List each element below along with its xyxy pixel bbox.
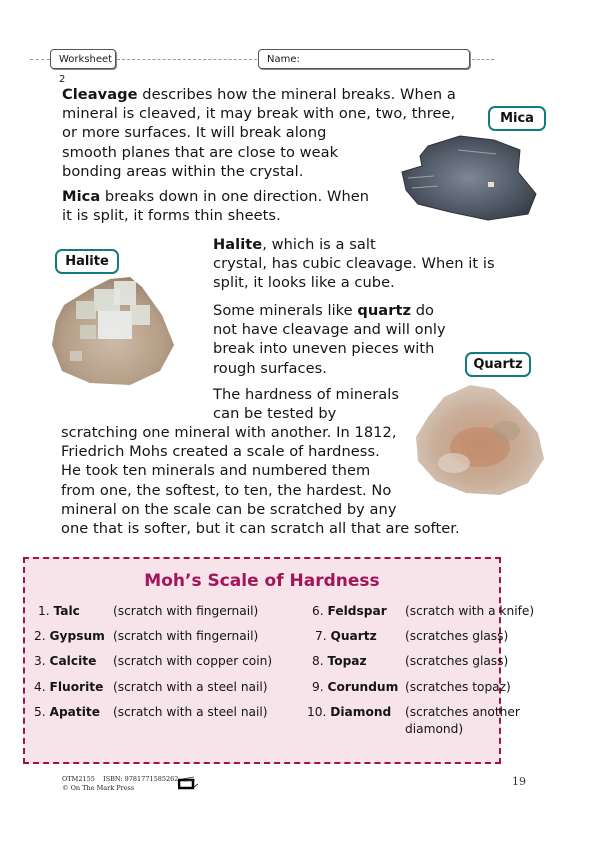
item-desc: (scratch with fingernail)	[113, 604, 259, 618]
item-desc: (scratches topaz)	[405, 680, 511, 694]
name-field[interactable]: Name:	[258, 49, 470, 69]
item-number: 2.	[34, 629, 46, 643]
item-number: 5.	[34, 705, 46, 719]
item-desc: (scratch with fingernail)	[113, 629, 259, 643]
item-name: Gypsum	[49, 629, 105, 643]
item-name: Diamond	[330, 705, 392, 719]
item-desc: (scratch with copper coin)	[113, 654, 273, 668]
item-desc: (scratches glass)	[405, 654, 509, 668]
text-line: bonding areas within the crystal.	[62, 162, 304, 180]
text-line: smooth planes that are close to weak	[62, 143, 339, 161]
text-line: scratching one mineral with another. In 1812,	[61, 424, 397, 441]
text-line: describes how the mineral breaks. When a	[137, 86, 456, 103]
item-number: 3.	[34, 654, 46, 668]
header-divider	[117, 59, 257, 60]
item-name: Apatite	[49, 705, 100, 719]
scale-item	[312, 653, 509, 669]
text-line: one that is softer, but it can scratch all that are softer.	[61, 520, 460, 538]
scale-item	[34, 704, 268, 720]
item-name: Talc	[53, 604, 80, 618]
term-quartz: quartz	[357, 302, 412, 319]
item-number: 9.	[312, 680, 324, 694]
scale-item	[34, 653, 273, 669]
item-name: Corundum	[327, 680, 399, 694]
isbn-text: OTM2155 ISBN: 9781771585262	[62, 775, 179, 783]
text-line: The hardness of minerals	[213, 386, 400, 403]
book-press-icon	[178, 775, 200, 789]
item-name: Topaz	[327, 654, 367, 668]
item-name: Feldspar	[327, 604, 387, 618]
hardness-scale-box	[23, 557, 535, 764]
hardness-paragraph	[61, 423, 460, 538]
quartz-paragraph	[213, 301, 446, 378]
item-name: Quartz	[330, 629, 377, 643]
scale-item	[315, 628, 509, 644]
term-mica: Mica	[62, 188, 101, 205]
item-name: Fluorite	[49, 680, 104, 694]
item-number: 8.	[312, 654, 324, 668]
publisher-text: © On The Mark Press	[62, 784, 135, 792]
quartz-label: Quartz	[465, 352, 531, 377]
text-line: crystal, has cubic cleavage. When it is	[213, 255, 495, 273]
scale-item	[312, 603, 535, 619]
mica-label: Mica	[488, 106, 546, 131]
item-desc: (scratch with a steel nail)	[113, 680, 268, 694]
mica-paragraph	[62, 187, 369, 225]
text-line: He took ten minerals and numbered them	[61, 462, 371, 480]
item-desc: (scratch with a steel nail)	[113, 705, 268, 719]
item-desc: (scratches glass)	[405, 629, 509, 643]
page-number: 19	[512, 775, 526, 788]
item-number: 4.	[34, 680, 46, 694]
term-cleavage: Cleavage	[62, 86, 138, 103]
scale-title: Moh’s Scale of Hardness	[144, 571, 380, 591]
text-line: split, it looks like a cube.	[213, 274, 395, 292]
text-line: mineral is cleaved, it may break with one, two, three,	[62, 105, 456, 123]
text-line: do	[411, 302, 435, 319]
text-line: it is split, it forms thin sheets.	[62, 207, 281, 225]
item-number: 1.	[38, 604, 50, 618]
text-line: can be tested by	[213, 405, 337, 423]
text-line: not have cleavage and will only	[213, 321, 446, 339]
halite-label: Halite	[55, 249, 119, 274]
header-divider	[472, 59, 494, 60]
text-line: Some minerals like	[213, 302, 358, 319]
halite-paragraph	[213, 235, 495, 293]
halite-image	[50, 275, 175, 387]
scale-item	[312, 679, 511, 695]
text-line: , which is a salt	[262, 236, 376, 253]
text-line: break into uneven pieces with	[213, 340, 435, 358]
scale-item	[34, 628, 259, 644]
hardness-paragraph-intro	[213, 385, 399, 423]
item-desc: diamond)	[405, 722, 464, 736]
text-line: from one, the softest, to ten, the hardest. No	[61, 481, 392, 499]
text-line: Friedrich Mohs created a scale of hardness.	[61, 443, 380, 461]
scale-item	[307, 704, 520, 736]
item-desc: (scratches another	[405, 705, 520, 719]
scale-item	[38, 603, 259, 619]
item-name: Calcite	[49, 654, 97, 668]
term-halite: Halite	[213, 236, 263, 253]
text-line: mineral on the scale can be scratched by any	[61, 500, 397, 518]
text-line: rough surfaces.	[213, 359, 327, 377]
cleavage-paragraph	[62, 85, 456, 181]
text-line: or more surfaces. It will break along	[62, 124, 327, 142]
item-number: 7.	[315, 629, 327, 643]
worksheet-label: Worksheet 2	[50, 49, 116, 69]
item-number: 10.	[307, 705, 327, 719]
footer-publisher-info	[62, 775, 178, 793]
text-line: breaks down in one direction. When	[100, 188, 370, 205]
item-number: 6.	[312, 604, 324, 618]
scale-item	[34, 679, 268, 695]
mica-image	[398, 132, 538, 222]
header-divider	[30, 59, 50, 60]
item-desc: (scratch with a knife)	[405, 604, 535, 618]
